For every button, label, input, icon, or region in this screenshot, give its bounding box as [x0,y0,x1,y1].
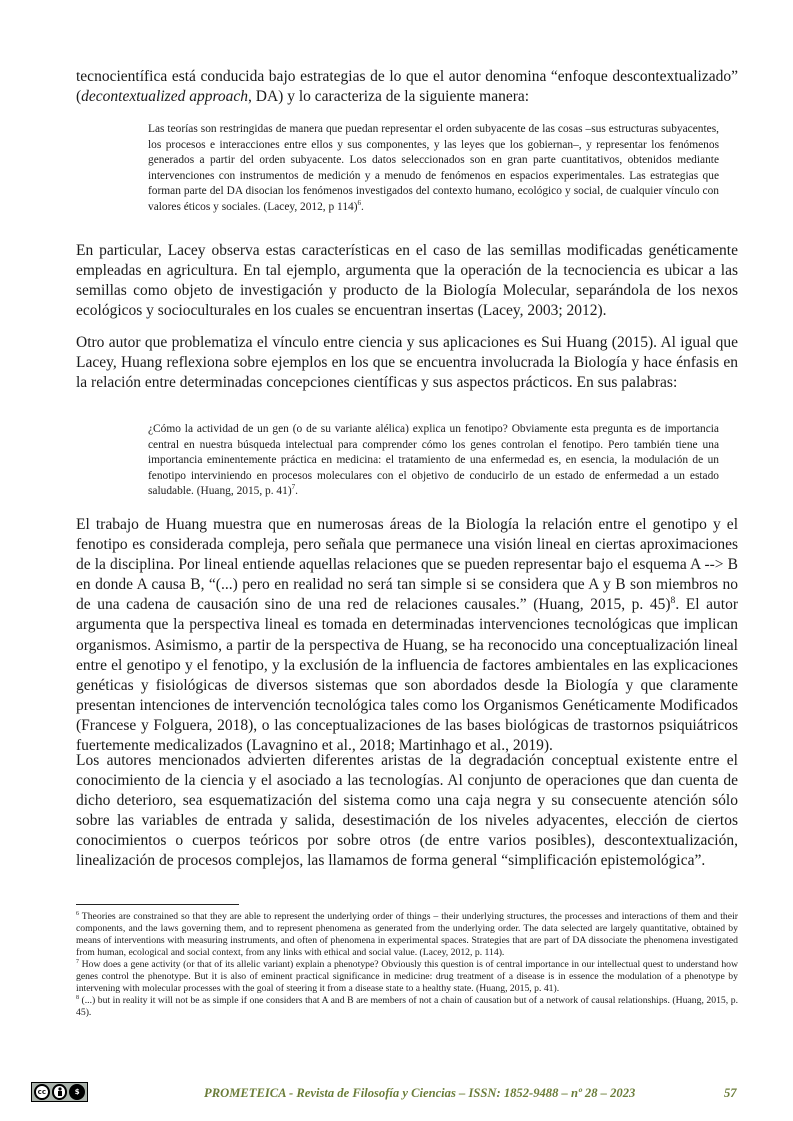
footnote-6 [76,911,738,959]
page-number: 57 [724,1086,737,1100]
footnote-number: 8 [76,994,79,1001]
journal-footer: PROMETEICA - Revista de Filosofía y Ciencias – ISSN: 1852-9488 – nº 28 – 2023 [204,1086,636,1100]
paragraph-1-italic: decontextualized approach [81,88,249,106]
footnote-text: (...) but in reality it will not be as simple if one considers that A and B are members of not a chain of causation but of a network of causal relationships. (Huang, 2015, p. 45). [76,995,738,1018]
footnote-7 [76,959,738,995]
quote-text: ¿Cómo la actividad de un gen (o de su variante alélica) explica un fenotipo? Obviamente esta pregunta es de importancia central en nuestra búsqueda intelectual para comprender cómo los genes controlan el fenotipo. Pero también tiene una importancia eminentemente práctica en medicina: el tratamiento de una enfermedad es, en esencia, la modulación de un fenotipo interviniendo en procesos moleculares con el objetivo de conducirlo de un estado de enfermedad a un estado saludable. (Huang, 2015, p. 41) [148,423,719,498]
paragraph-1-text: tecnocientífica está conducida bajo estrategias de lo que el autor denomina “enfoque descontextualizado” ( [76,68,738,106]
footnote-text: Theories are constrained so that they are able to represent the underlying order of things – their underlying structures, the processes and interactions of them and their components, and the laws governing them, and to represent phenomena as generated from the underlying order. The data selected are largely quantitative, obtained by means of interventions with measuring instruments, and often of phenomena in experimental spaces. Strategies that are part of DA dissociate the phenomena investigated from human, ecological and social context, from any links with ethical and social value. (Lacey, 2012, p. 114). [76,911,738,958]
footnote-8 [76,995,738,1019]
cc-icon: cc [34,1084,50,1100]
paragraph-1-text-end: , DA) y lo caracteriza de la siguiente manera: [248,88,530,106]
quote-end: . [361,200,364,213]
footnotes [76,911,738,1019]
footnote-text: How does a gene activity (or that of its allelic variant) explain a phenotype? Obviously this question is of central importance in our intellectual quest to understand how genes control the phenotype. But it is also of eminent practical significance in medicine: drug treatment of a disease is in essence the modulation of a phenotype by intervening with molecular processes with the goal of steering it from a disease state to a healthy state. (Huang, 2015, p. 41). [76,959,738,994]
quote-text: Las teorías son restringidas de manera que puedan representar el orden subyacente de las cosas –sus estructuras subyacentes, los procesos e interacciones entre ellos y sus componentes, y las leyes que los gobiernan–, y representar los fenómenos generados a partir del orden subyacente. Los datos seleccionados son en gran parte cuantitativos, obtenidos mediante intervenciones con instrumentos de medición y a menudo de fenómenos en espacios experimentales. Las estrategias que forman parte del DA disocian los fenómenos investigados del contexto humano, ecológico y social, de cualquier vínculo con valores éticos y sociales. (Lacey, 2012, p 114) [148,123,719,213]
paragraph-4-text: El trabajo de Huang muestra que en numerosas áreas de la Biología la relación entre el genotipo y el fenotipo es considerada compleja, pero señala que permanece una visión lineal en ciertas aproximaciones de la disciplina. Por lineal entiende aquellas relaciones que se pueden representar bajo el esquema A --> B en donde A causa B, “(...) pero en realidad no será tan simple si se considera que A y B son miembros no de una cadena de causación sino de una red de relaciones causales.” (Huang, 2015, p. 45) [76,516,738,614]
paragraph-5: Los autores mencionados advierten diferentes aristas de la degradación conceptual existente entre el conocimiento de la ciencia y el asociado a las tecnologías. Al conjunto de operaciones que dan cuenta de dicho deterioro, sea esquematización del sistema como una caja negra y su consecuente atención sólo sobre las variables de entrada y salida, desestimación de los niveles adyacentes, elección de ciertos conocimientos o cuerpos teóricos por sobre otros (de entre varios posibles), descontextualización, linealización de procesos complejos, las llamamos de forma general “simplificación epistemológica”. [76,752,738,870]
footnote-ref-8[interactable]: 8 [670,595,676,607]
paragraph-3: Otro autor que problematiza el vínculo entre ciencia y sus aplicaciones es Sui Huang (2015). Al igual que Lacey, Huang reflexiona sobre ejemplos en los que se encuentra involucrada la Biología y hace énfasis en la relación entre determinadas concepciones científicas y sus aspectos prácticos. En sus palabras: [76,334,738,392]
quote-end: . [295,485,299,498]
footnote-divider [76,904,239,905]
footnote-number: 7 [76,958,79,965]
footnote-ref-6[interactable]: 6 [357,199,362,208]
nc-icon: $ [69,1084,85,1100]
footnote-number: 6 [76,910,79,917]
paragraph-4 [76,515,738,756]
block-quote-huang [148,422,719,500]
paragraph-2: En particular, Lacey observa estas características en el caso de las semillas modificadas genéticamente empleadas en agricultura. En tal ejemplo, argumenta que la operación de la tecnociencia es ubicar a las semillas como objeto de investigación y producto de la Biología Molecular, separándola de los nexos ecológicos y socioculturales en los cuales se encuentran insertas (Lacey, 2003; 2012). [76,242,738,320]
footnote-ref-7[interactable]: 7 [291,483,296,492]
by-icon [52,1084,68,1100]
block-quote-lacey [148,122,719,216]
paragraph-1 [76,67,738,107]
paragraph-4-text-end: . El autor argumenta que la perspectiva lineal es tomada en determinadas intervenciones tecnológicas que implican organismos. Asimismo, a partir de la perspectiva de Huang, se ha reconocido una conceptualización lineal entre el genotipo y el fenotipo, y la exclusión de la influencia de factores ambientales en las explicaciones genéticas y fisiológicas de diversos sistemas que son abordados desde la Biología y que claramente presentan intenciones de intervención tecnológica tales como los Organismos Genéticamente Modificados (Francese y Folguera, 2018), o las conceptualizaciones de las bases biológicas de trastornos psiquiátricos fuertemente medicalizados (Lavagnino et al., 2018; Martinhago et al., 2019). [76,596,738,755]
cc-by-nc-icon[interactable] [31,1082,88,1102]
